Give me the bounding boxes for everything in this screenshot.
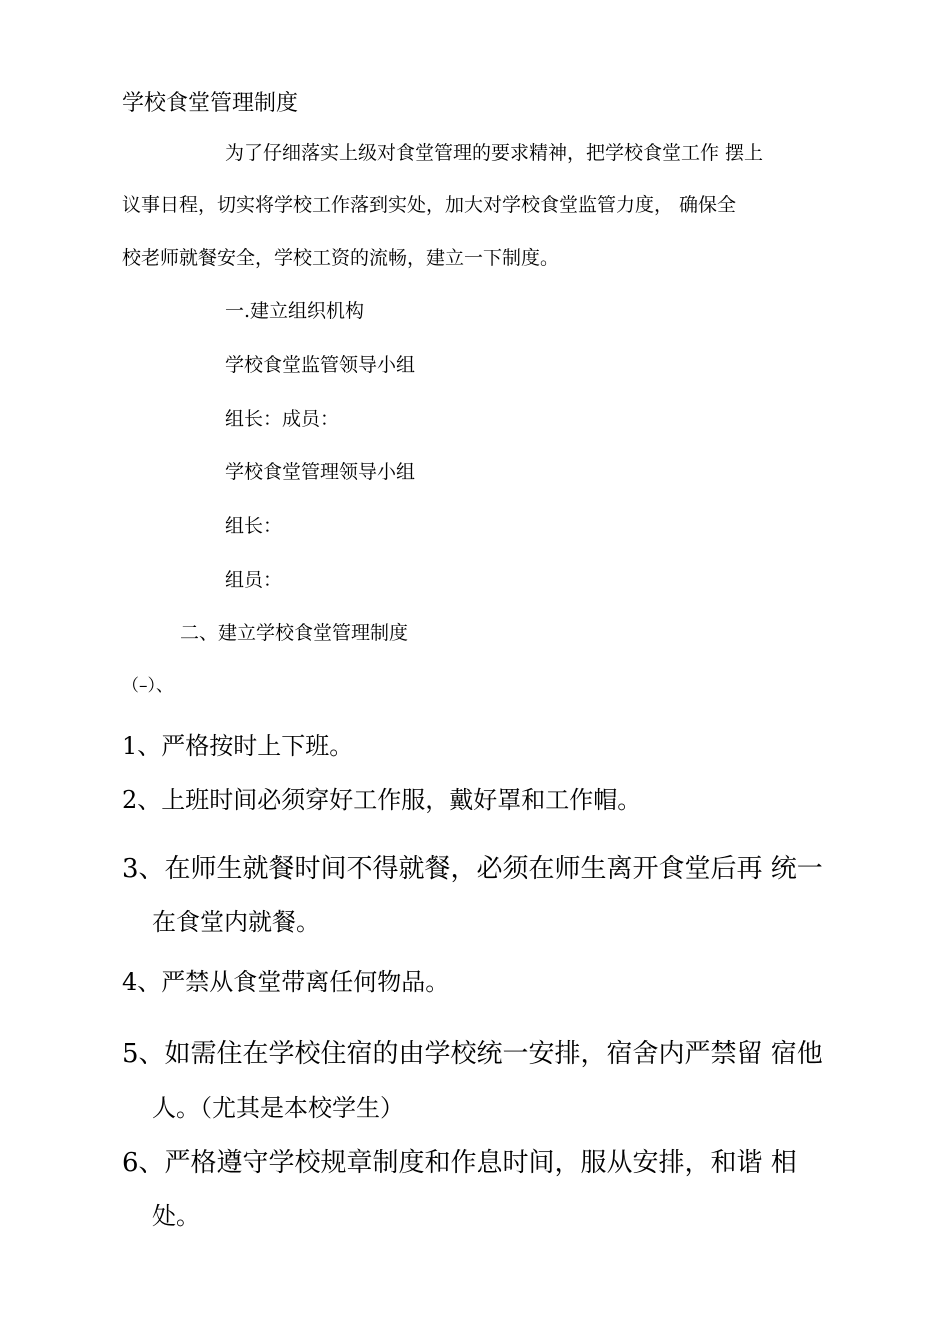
supervision-group-title: 学校食堂监管领导小组: [225, 354, 416, 376]
section-2-heading: 二、建立学校食堂管理制度: [180, 622, 409, 644]
intro-line-3: 校老师就餐安全，学校工资的流畅，建立一下制度。: [122, 247, 560, 269]
rule-1: 1、严格按时上下班。: [122, 732, 354, 760]
management-group-leader: 组长：: [225, 515, 283, 537]
management-group-title: 学校食堂管理领导小组: [225, 461, 416, 483]
subsection-1-heading: （–）、: [122, 676, 173, 696]
document-title: 学校食堂管理制度: [122, 91, 299, 116]
rule-5-line-1: 5、如需住在学校住宿的由学校统一安排，宿舍内严禁留 宿他: [122, 1039, 823, 1069]
rule-2: 2、上班时间必须穿好工作服，戴好罩和工作帽。: [122, 786, 642, 814]
intro-line-1: 为了仔细落实上级对食堂管理的要求精神，把学校食堂工作 摆上: [225, 142, 764, 164]
rule-4: 4、严禁从食堂带离任何物品。: [122, 968, 450, 996]
rule-6-line-2: 处。: [152, 1202, 200, 1230]
rule-5-line-2: 人。（尤其是本校学生）: [152, 1094, 404, 1122]
management-group-members: 组员：: [225, 569, 283, 591]
rule-6-line-1: 6、严格遵守学校规章制度和作息时间，服从安排，和谐 相: [122, 1148, 797, 1178]
section-1-heading: 一.建立组织机构: [225, 300, 365, 322]
supervision-group-members: 组长：成员：: [225, 408, 340, 430]
intro-line-2: 议事日程，切实将学校工作落到实处，加大对学校食堂监管力度， 确保全: [122, 194, 737, 216]
rule-3-line-1: 3、在师生就餐时间不得就餐，必须在师生离开食堂后再 统一: [122, 854, 823, 884]
rule-3-line-2: 在食堂内就餐。: [152, 908, 320, 936]
